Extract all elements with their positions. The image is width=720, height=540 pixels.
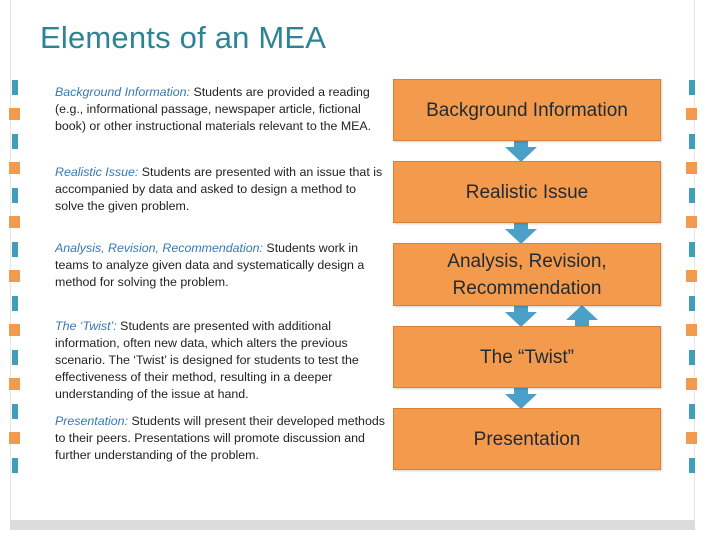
desc-text: Students are presented with an issue that is accompanied by data and asked to design a method to solve the given problem. xyxy=(55,165,383,213)
desc-text: Students will present their developed methods to their peers. Presentations will promote discussion and further understanding of the problem. xyxy=(55,414,385,462)
desc-term: The ‘Twist’: xyxy=(55,319,117,333)
desc-term: Realistic Issue: xyxy=(55,165,139,179)
desc-term: Presentation: xyxy=(55,414,129,428)
flow-box-presentation: Presentation xyxy=(393,408,661,470)
up-arrow-feedback xyxy=(566,305,598,327)
flow-box-analysis-revision-recommendation: Analysis, Revision, Recommendation xyxy=(393,243,661,306)
desc-term: Background Information: xyxy=(55,85,190,99)
desc-text: Students are presented with additional information, often new data, which alters the previous scenario. The ‘Twist’ is designed for students to test the effectiveness of their method, resulting in a deeper understanding of the issue at hand. xyxy=(55,319,359,401)
slide-title: Elements of an MEA xyxy=(40,20,327,55)
flow-box-realistic-issue: Realistic Issue xyxy=(393,161,661,223)
desc-text: Students work in teams to analyze given data and systematically design a method for solving the problem. xyxy=(55,241,365,289)
down-arrow-2 xyxy=(505,222,537,244)
down-arrow-4 xyxy=(505,387,537,409)
down-arrow-3 xyxy=(505,305,537,327)
desc-text: Students are provided a reading (e.g., informational passage, newspaper article, fictional book) or other instructional materials relevant to the MEA. xyxy=(55,85,372,133)
down-arrow-1 xyxy=(505,140,537,162)
desc-term: Analysis, Revision, Recommendation: xyxy=(55,241,263,255)
flow-box-the-twist: The “Twist” xyxy=(393,326,661,388)
flow-box-background-information: Background Information xyxy=(393,79,661,141)
